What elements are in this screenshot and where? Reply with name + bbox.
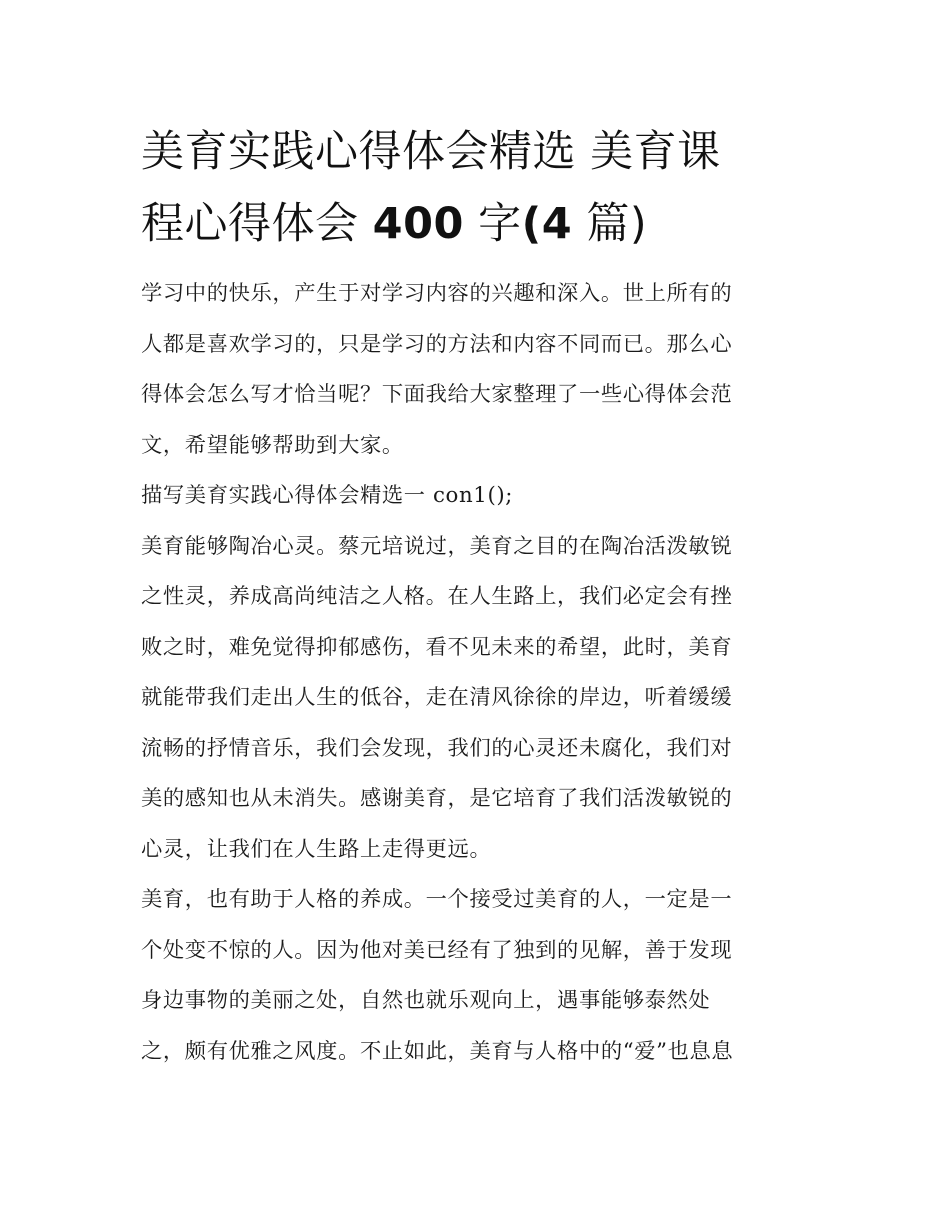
text-line: 之性灵，养成高尚纯洁之人格。在人生路上，我们必定会有挫 bbox=[141, 584, 733, 609]
text-line: 个处变不惊的人。因为他对美已经有了独到的见解，善于发现 bbox=[141, 937, 733, 963]
text-line: 美的感知也从未消失。感谢美育，是它培育了我们活泼敏锐的 bbox=[141, 786, 733, 811]
text-line: 之，颇有优雅之风度。不止如此，美育与人格中的“爱”也息息 bbox=[141, 1038, 734, 1064]
text-line: 就能带我们走出人生的低谷，走在清风徐徐的岸边，听着缓缓 bbox=[141, 685, 733, 710]
title-line-2-prefix: 程心得体会 bbox=[141, 199, 373, 249]
title-line-2-mid: 字 bbox=[463, 199, 522, 249]
text-line: 美育，也有助于人格的养成。一个接受过美育的人，一定是一 bbox=[141, 887, 733, 912]
text-line: 人都是喜欢学习的，只是学习的方法和内容不同而已。那么心 bbox=[141, 331, 733, 357]
document-body bbox=[141, 116, 811, 1077]
section-heading-1 bbox=[141, 471, 811, 522]
title-line-1: 美育实践心得体会精选 美育课 bbox=[141, 127, 721, 177]
paragraph-body-1 bbox=[141, 522, 811, 876]
paragraph-intro bbox=[141, 269, 811, 471]
title-line-2-number: 400 bbox=[372, 199, 464, 249]
title-line-2-count: (4 bbox=[521, 199, 573, 249]
text-line: 文，希望能够帮助到大家。 bbox=[141, 432, 404, 458]
text-line: 心灵，让我们在人生路上走得更远。 bbox=[141, 836, 492, 862]
text-line: 美育能够陶冶心灵。蔡元培说过，美育之目的在陶冶活泼敏锐 bbox=[141, 533, 733, 559]
document-title bbox=[141, 116, 811, 260]
text-line: 学习中的快乐，产生于对学习内容的兴趣和深入。世上所有的 bbox=[141, 281, 733, 306]
title-line-2-suffix: 篇) bbox=[572, 199, 648, 249]
text-line: 流畅的抒情音乐，我们会发现，我们的心灵还未腐化，我们对 bbox=[141, 735, 733, 761]
text-line: 身边事物的美丽之处，自然也就乐观向上，遇事能够泰然处 bbox=[141, 988, 711, 1013]
text-line: 描写美育实践心得体会精选一 con1(); bbox=[141, 483, 514, 508]
text-line: 得体会怎么写才恰当呢？下面我给大家整理了一些心得体会范 bbox=[141, 382, 733, 407]
paragraph-body-2 bbox=[141, 875, 811, 1077]
text-line: 败之时，难免觉得抑郁感伤，看不见未来的希望，此时，美育 bbox=[141, 634, 733, 660]
